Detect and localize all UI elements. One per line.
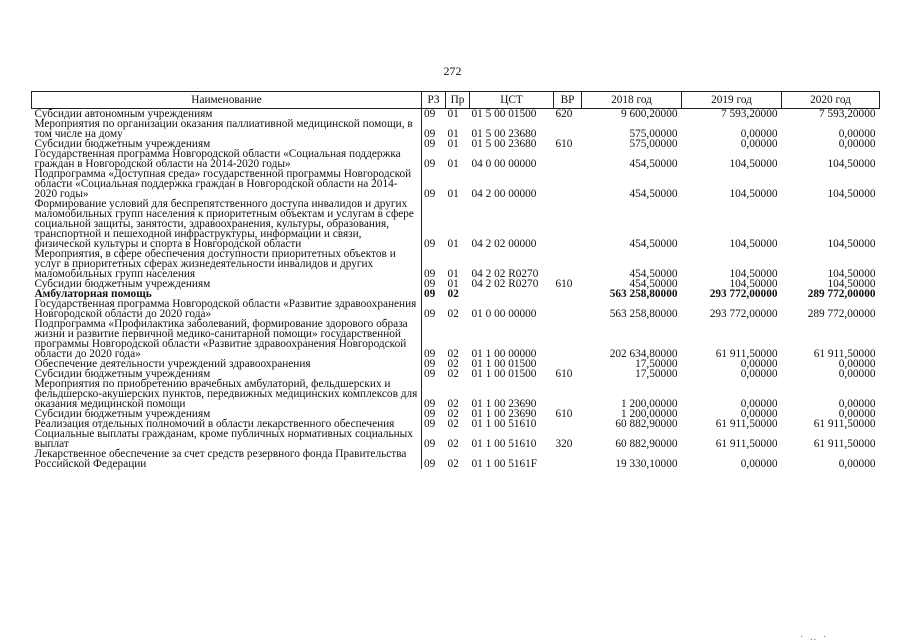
row-2019: 293 772,00000 <box>709 308 778 320</box>
row-pr: 02 <box>447 368 459 380</box>
row-2018: 563 258,80000 <box>609 308 678 320</box>
row-2018: 454,50000 <box>629 158 678 170</box>
row-2020: 61 911,50000 <box>813 348 876 360</box>
row-cst: 01 1 00 00000 <box>471 348 537 360</box>
row-vr: 610 <box>555 278 573 290</box>
row-pr: 02 <box>447 288 459 300</box>
row-pr: 02 <box>447 348 459 360</box>
row-vr <box>554 379 582 409</box>
row-name: Формирование условий для беспрепятственного доступа инвалидов и других маломобильных групп населения к приоритетным объектам и услугам в сфере социальной защиты, занятости, здравоохранения, культуры, образования, транспортной и пешеходной инфраструктуры, информации и связи, физической культуры и спорта в Новгородской области <box>32 199 422 249</box>
budget-table <box>31 91 880 469</box>
header-row <box>32 92 880 109</box>
row-cst: 01 1 00 01500 <box>471 358 537 370</box>
row-2020: 7 593,20000 <box>819 108 876 120</box>
row-name: Субсидии бюджетным учреждениям <box>32 139 422 149</box>
row-vr: 610 <box>555 408 573 420</box>
row-2020: 104,50000 <box>827 268 876 280</box>
row-vr <box>554 299 582 319</box>
row-pr: 01 <box>447 158 459 170</box>
row-2018: 17,50000 <box>635 358 678 370</box>
row-2019: 0,00000 <box>740 398 778 410</box>
column-header: 2019 год <box>682 92 782 109</box>
row-vr: 610 <box>555 138 573 150</box>
row-2019: 0,00000 <box>740 138 778 150</box>
table-row <box>32 119 880 139</box>
row-pr: 01 <box>447 238 459 250</box>
row-name: Государственная программа Новгородской области «Социальная поддержка граждан в Новгородской области на 2014-2020 годы» <box>32 149 422 169</box>
row-2020: 104,50000 <box>827 188 876 200</box>
row-2018: 454,50000 <box>629 278 678 290</box>
row-rz: 09 <box>424 188 436 200</box>
row-2019: 0,00000 <box>740 128 778 140</box>
row-2019: 0,00000 <box>740 368 778 380</box>
row-cst: 01 1 00 23690 <box>471 398 537 410</box>
row-2019: 0,00000 <box>740 408 778 420</box>
row-rz: 09 <box>424 138 436 150</box>
row-cst: 04 2 02 00000 <box>471 238 537 250</box>
row-cst: 01 1 00 01500 <box>471 368 537 380</box>
row-2019: 61 911,50000 <box>715 348 778 360</box>
row-cst <box>470 289 554 299</box>
row-2019: 104,50000 <box>729 268 778 280</box>
row-rz: 09 <box>424 438 436 450</box>
row-name: Мероприятия по организации оказания паллиативной медицинской помощи, в том числе на дому <box>32 119 422 139</box>
row-cst: 04 2 02 R0270 <box>471 278 539 290</box>
row-2018: 202 634,80000 <box>609 348 678 360</box>
row-cst: 04 2 02 R0270 <box>471 268 539 280</box>
table-header <box>32 92 880 109</box>
row-rz: 09 <box>424 278 436 290</box>
row-2018: 1 200,00000 <box>621 398 678 410</box>
table-row <box>32 149 880 169</box>
table-row <box>32 169 880 199</box>
row-2018: 9 600,20000 <box>621 108 678 120</box>
row-pr: 02 <box>447 398 459 410</box>
row-vr <box>554 169 582 199</box>
row-2019: 0,00000 <box>740 458 778 470</box>
table-row <box>32 319 880 359</box>
row-name: Мероприятия по приобретению врачебных амбулаторий, фельдшерских и фельдшерско-акушерских пунктов, передвижных медицинских комплексов для оказания медицинской помощи <box>32 379 422 409</box>
row-2018: 1 200,00000 <box>621 408 678 420</box>
row-2019: 61 911,50000 <box>715 418 778 430</box>
row-2019: 293 772,00000 <box>709 288 778 300</box>
row-2018: 575,00000 <box>629 128 678 140</box>
row-2020: 289 772,00000 <box>807 308 876 320</box>
row-rz: 09 <box>424 108 436 120</box>
row-vr: 610 <box>555 368 573 380</box>
row-2020: 61 911,50000 <box>813 438 876 450</box>
row-name: Субсидии автономным учреждениям <box>32 109 422 120</box>
row-pr: 02 <box>447 408 459 420</box>
table-row <box>32 199 880 249</box>
row-2020: 104,50000 <box>827 278 876 290</box>
row-2019: 104,50000 <box>729 278 778 290</box>
row-pr: 01 <box>447 188 459 200</box>
row-vr <box>554 289 582 299</box>
row-rz: 09 <box>424 288 436 300</box>
row-name: Амбулаторная помощь <box>32 289 422 299</box>
table-row <box>32 449 880 469</box>
row-2019: 104,50000 <box>729 188 778 200</box>
row-2019: 0,00000 <box>740 358 778 370</box>
row-name: Субсидии бюджетным учреждениям <box>32 279 422 289</box>
table-body <box>32 109 880 470</box>
row-name: Государственная программа Новгородской области «Развитие здравоохранения Новгородской области до 2020 года» <box>32 299 422 319</box>
row-vr <box>554 119 582 139</box>
row-vr <box>554 419 582 429</box>
column-header: 2020 год <box>782 92 880 109</box>
row-rz: 09 <box>424 128 436 140</box>
row-2018: 60 882,90000 <box>615 418 678 430</box>
row-vr <box>554 449 582 469</box>
row-rz: 09 <box>424 398 436 410</box>
row-rz: 09 <box>424 348 436 360</box>
table-row <box>32 379 880 409</box>
row-pr: 02 <box>447 438 459 450</box>
column-header: РЗ <box>422 92 446 109</box>
row-cst: 04 0 00 00000 <box>471 158 537 170</box>
column-header: Наименование <box>32 92 422 109</box>
row-cst: 01 1 00 51610 <box>471 438 537 450</box>
row-2020: 104,50000 <box>827 238 876 250</box>
row-rz: 09 <box>424 358 436 370</box>
row-pr: 01 <box>447 108 459 120</box>
row-2020: 0,00000 <box>838 408 876 420</box>
row-cst: 04 2 00 00000 <box>471 188 537 200</box>
row-2018: 60 882,90000 <box>615 438 678 450</box>
row-cst: 01 1 00 23690 <box>471 408 537 420</box>
row-pr: 01 <box>447 138 459 150</box>
row-pr: 01 <box>447 128 459 140</box>
row-pr: 02 <box>447 458 459 470</box>
row-2018: 563 258,80000 <box>609 288 678 300</box>
row-rz: 09 <box>424 238 436 250</box>
row-vr: 620 <box>555 108 573 120</box>
column-header: Пр <box>446 92 470 109</box>
row-2019: 7 593,20000 <box>721 108 778 120</box>
row-2020: 0,00000 <box>838 358 876 370</box>
page-number: 272 <box>443 64 462 78</box>
table-row <box>32 429 880 449</box>
row-vr <box>554 249 582 279</box>
row-2020: 289 772,00000 <box>807 288 876 300</box>
scan-artifact: · ‥ · <box>800 632 829 643</box>
row-2020: 0,00000 <box>838 128 876 140</box>
row-vr <box>554 149 582 169</box>
row-cst: 01 5 00 23680 <box>471 128 537 140</box>
row-2018: 454,50000 <box>629 188 678 200</box>
row-2020: 104,50000 <box>827 158 876 170</box>
row-pr: 02 <box>447 418 459 430</box>
row-2020: 0,00000 <box>838 398 876 410</box>
row-cst: 01 1 00 5161F <box>471 458 538 470</box>
row-2018: 454,50000 <box>629 268 678 280</box>
row-rz: 09 <box>424 268 436 280</box>
table-row <box>32 299 880 319</box>
row-pr: 02 <box>447 308 459 320</box>
row-pr: 02 <box>447 358 459 370</box>
table-row <box>32 249 880 279</box>
row-name: Подпрограмма «Доступная среда» государственной программы Новгородской области «Социальная поддержка граждан в Новгородской области на 2014-2020 годы» <box>32 169 422 199</box>
row-name: Социальные выплаты гражданам, кроме публичных нормативных социальных выплат <box>32 429 422 449</box>
row-2018: 19 330,10000 <box>615 458 678 470</box>
row-cst: 01 5 00 01500 <box>471 108 537 120</box>
row-2019: 104,50000 <box>729 238 778 250</box>
row-name: Субсидии бюджетным учреждениям <box>32 369 422 379</box>
row-name: Мероприятия, в сфере обеспечения доступности приоритетных объектов и услуг в приоритетных сферах жизнедеятельности инвалидов и других маломобильных групп населения <box>32 249 422 279</box>
row-name: Субсидии бюджетным учреждениям <box>32 409 422 419</box>
row-2020: 0,00000 <box>838 368 876 380</box>
row-2020: 0,00000 <box>838 458 876 470</box>
row-2019: 61 911,50000 <box>715 438 778 450</box>
row-rz: 09 <box>424 418 436 430</box>
row-pr: 01 <box>447 268 459 280</box>
row-name: Лекарственное обеспечение за счет средств резервного фонда Правительства Российской Федерации <box>32 449 422 469</box>
row-vr <box>554 319 582 359</box>
row-cst: 01 5 00 23680 <box>471 138 537 150</box>
column-header: ЦСТ <box>470 92 554 109</box>
row-2019: 104,50000 <box>729 158 778 170</box>
row-2020: 61 911,50000 <box>813 418 876 430</box>
row-rz: 09 <box>424 308 436 320</box>
row-name: Подпрограмма «Профилактика заболеваний, формирование здорового образа жизни и развитие первичной медико-санитарной помощи» государственной программы Новгородской области «Развитие здравоохранения Новгородской области до 2020 года» <box>32 319 422 359</box>
row-vr: 320 <box>555 438 573 450</box>
row-name: Реализация отдельных полномочий в области лекарственного обеспечения <box>32 419 422 429</box>
column-header: 2018 год <box>582 92 682 109</box>
row-2018: 575,00000 <box>629 138 678 150</box>
row-2018: 454,50000 <box>629 238 678 250</box>
row-cst: 01 0 00 00000 <box>471 308 537 320</box>
row-rz: 09 <box>424 158 436 170</box>
row-2018: 17,50000 <box>635 368 678 380</box>
column-header: ВР <box>554 92 582 109</box>
row-cst: 01 1 00 51610 <box>471 418 537 430</box>
row-rz: 09 <box>424 408 436 420</box>
row-rz: 09 <box>424 368 436 380</box>
row-2020: 0,00000 <box>838 138 876 150</box>
row-rz: 09 <box>424 458 436 470</box>
row-pr: 01 <box>447 278 459 290</box>
row-vr <box>554 199 582 249</box>
row-name: Обеспечение деятельности учреждений здравоохранения <box>32 359 422 369</box>
